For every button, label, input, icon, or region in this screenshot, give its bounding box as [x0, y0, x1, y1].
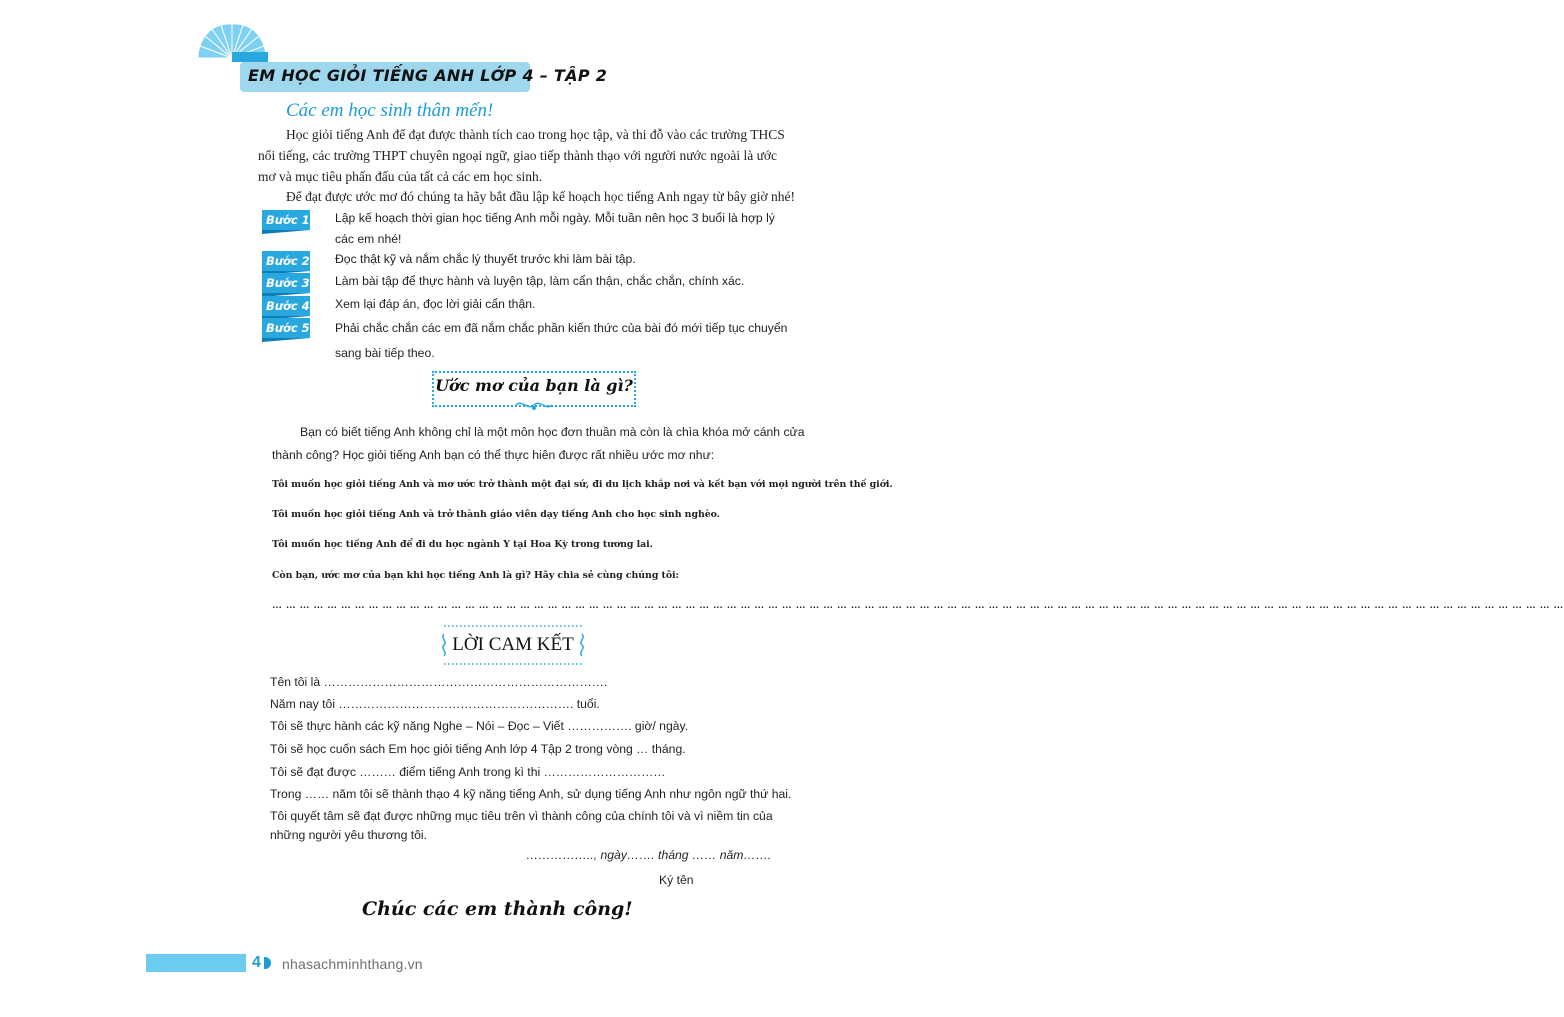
- swirl-ornament-icon: [514, 399, 554, 413]
- step-1-text: Lập kế hoạch thời gian học tiếng Anh mỗi ngày. Mỗi tuần nên học 3 buổi là hợp lý các em nhé!: [335, 211, 775, 246]
- dream-example-2: Tôi muốn học giỏi tiếng Anh và trở thành giáo viên dạy tiếng Anh cho học sinh nghèo.: [272, 509, 720, 520]
- intro-paragraph-2: Để đạt được ước mơ đó chúng ta hãy bắt đầu lập kế hoạch học tiếng Anh ngay từ bây giờ nhé!: [286, 189, 795, 204]
- commitment-line-determination: Tôi quyết tâm sẽ đạt được những mục tiêu trên vì thành công của chính tôi và vì niềm tin của: [270, 809, 773, 823]
- greeting-heading: Các em học sinh thân mến!: [286, 100, 494, 121]
- commitment-line-book: Tôi sẽ học cuốn sách Em học giỏi tiếng Anh lớp 4 Tập 2 trong vòng … tháng.: [270, 742, 686, 756]
- footer-bar: [146, 954, 246, 972]
- commitment-heading: LỜI CAM KẾT: [452, 634, 574, 655]
- header-tab-accent: [232, 52, 268, 62]
- page-number: 4: [252, 954, 261, 971]
- commitment-line-age: Năm nay tôi …………………………………………………. tuổi.: [270, 697, 600, 711]
- step-4-text: Xem lại đáp án, đọc lời giải cẩn thận.: [335, 297, 536, 311]
- commitment-line-skills: Trong …… năm tôi sẽ thành thạo 4 kỹ năng tiếng Anh, sử dụng tiếng Anh như ngôn ngữ thứ hai.: [270, 787, 792, 801]
- signature-label: Ký tên: [659, 873, 694, 887]
- dream-question: Còn bạn, ước mơ của bạn khi học tiếng Anh là gì? Hãy chia sẻ cùng chúng tôi:: [272, 570, 679, 581]
- publisher-website: nhasachminhthang.vn: [282, 956, 423, 972]
- dream-example-1: Tôi muốn học giỏi tiếng Anh và mơ ước trở thành một đại sứ, đi du lịch khắp nơi và kết bạn với mọi người trên thế giới.: [272, 479, 893, 490]
- page-marker-icon: [264, 957, 271, 969]
- step-5-text: Phải chắc chắn các em đã nắm chắc phần kiến thức của bài đó mới tiếp tục chuyển sang bài tiếp theo.: [335, 321, 788, 360]
- dream-example-3: Tôi muốn học tiếng Anh để đi du học ngành Y tại Hoa Kỳ trong tương lai.: [272, 539, 653, 550]
- date-line: …………….., ngày……. tháng …… năm…….: [526, 848, 772, 862]
- step-1-badge: Bước 1:: [262, 210, 310, 230]
- commitment-line-practice: Tôi sẽ thực hành các kỹ năng Nghe – Nói – Đọc – Viết ……………. giờ/ ngày.: [270, 719, 689, 733]
- closing-message: Chúc các em thành công!: [362, 898, 633, 920]
- dream-answer-line: … … … … … … … … … … … … … … … … … … … … … … … … … … … … … … … … … … … … … … … … … … … … … … … … … … … … … … … … … … … … … … … … … … … … … … … … … … … … … … … … … … … … … … … … … … … … … …: [272, 600, 1564, 611]
- step-3-text: Làm bài tập để thực hành và luyện tập, làm cẩn thận, chắc chắn, chính xác.: [335, 274, 745, 288]
- intro-paragraph-1: Học giỏi tiếng Anh để đạt được thành tích cao trong học tập, và thi đỗ vào các trường THCS nổi tiếng, các trường THPT chuyên ngoại ngữ, giao tiếp thành thạo với người nước ngoài là ước mơ và mục tiêu phấn đấu của tất cả các em học sinh.: [258, 127, 785, 184]
- step-3-badge: Bước 3:: [262, 273, 310, 293]
- step-2-badge: Bước 2:: [262, 251, 310, 271]
- commitment-line-loved-ones: những người yêu thương tôi.: [270, 828, 428, 842]
- commitment-line-score: Tôi sẽ đạt được ……… điểm tiếng Anh trong kì thi …………………………: [270, 765, 666, 779]
- commitment-line-name: Tên tôi là …………………………………………………………….: [270, 675, 608, 689]
- dream-paragraph: Bạn có biết tiếng Anh không chỉ là một môn học đơn thuần mà còn là chìa khóa mở cánh cửa thành công? Học giỏi tiếng Anh bạn có thể thực hiên được rất nhiều ước mơ như:: [272, 425, 805, 462]
- book-title: EM HỌC GIỎI TIẾNG ANH LỚP 4 – TẬP 2: [248, 66, 608, 85]
- step-4-badge: Bước 4:: [262, 296, 310, 316]
- step-5-badge: Bước 5:: [262, 318, 310, 338]
- step-2-text: Đọc thật kỹ và nắm chắc lý thuyết trước khi làm bài tập.: [335, 252, 636, 266]
- dream-heading: Ước mơ của bạn là gì?: [435, 376, 633, 395]
